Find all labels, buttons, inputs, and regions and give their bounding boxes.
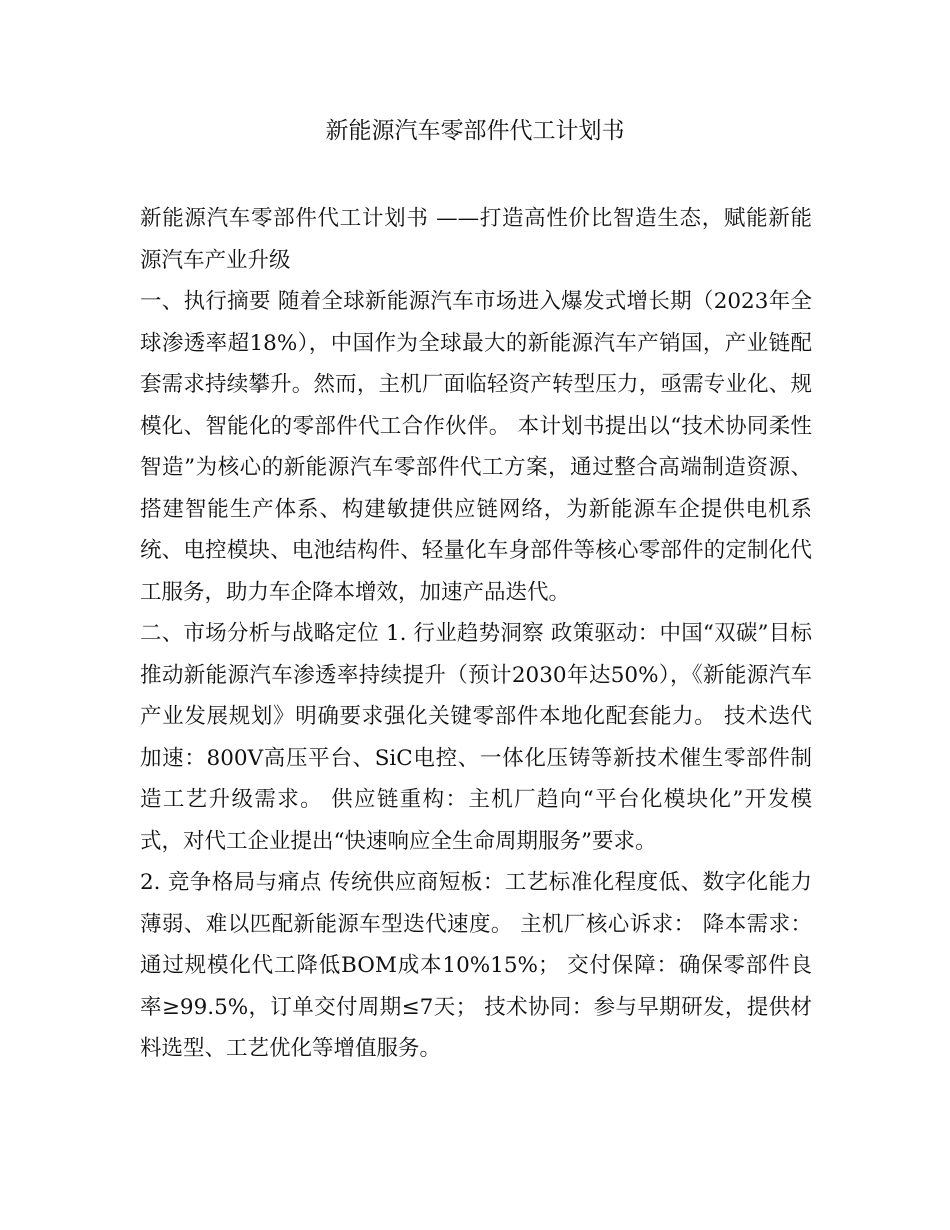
paragraph-market-analysis: 二、市场分析与战略定位 1. 行业趋势洞察 政策驱动：中国“双碳”目标推动新能源汽车渗透率持续提升（预计2030年达50%），《新能源汽车产业发展规划》明确要求强化关键零部件本地化配套能力。 技术迭代加速：800V高压平台、SiC电控、一体化压铸等新技术催生零部件制造工艺升级需求。 供应链重构：主机厂趋向“平台化模块化”开发模式，对代工企业提出“快速响应全生命周期服务”要求。 [140,621,812,854]
paragraph-executive-summary: 一、执行摘要 随着全球新能源汽车市场进入爆发式增长期（2023年全球渗透率超18%），中国作为全球最大的新能源汽车产销国，产业链配套需求持续攀升。然而，主机厂面临轻资产转型压力，亟需专业化、规模化、智能化的零部件代工合作伙伴。 本计划书提出以“技术协同柔性智造”为核心的新能源汽车零部件代工方案，通过整合高端制造资源、搭建智能生产体系、构建敏捷供应链网络，为新能源车企提供电机系统、电控模块、电池结构件、轻量化车身部件等核心零部件的定制化代工服务，助力车企降本增效，加速产品迭代。 [140,289,812,605]
paragraph-subtitle: 新能源汽车零部件代工计划书 ——打造高性价比智造生态，赋能新能源汽车产业升级 [140,206,812,273]
document-body [140,198,812,1070]
paragraph-competition: 2. 竞争格局与痛点 传统供应商短板：工艺标准化程度低、数字化能力薄弱、难以匹配新能源车型迭代速度。 主机厂核心诉求： 降本需求：通过规模化代工降低BOM成本10%15%； 交付保障：确保零部件良率≥99.5%，订单交付周期≤7天； 技术协同：参与早期研发，提供材料选型、工艺优化等增值服务。 [140,870,812,1061]
document-title: 新能源汽车零部件代工计划书 [325,118,625,144]
